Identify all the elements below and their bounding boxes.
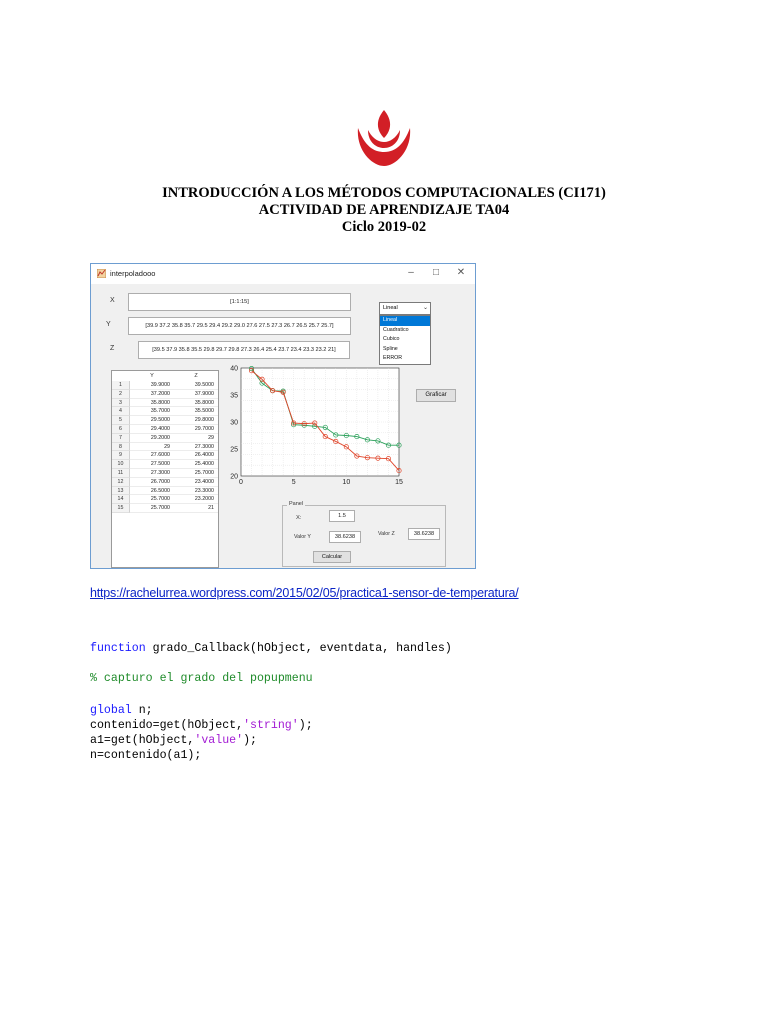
valor-z-output: 38.6238 (408, 528, 440, 540)
x-input[interactable]: [1:1:15] (128, 293, 351, 311)
cell-z[interactable]: 27.3000 (174, 443, 218, 452)
cell-y[interactable]: 25.7000 (130, 504, 174, 513)
keyword-global: global (90, 704, 132, 717)
app-window (90, 263, 476, 569)
x-tick-label: 15 (395, 479, 403, 486)
table-row (112, 504, 218, 513)
x-tick-label: 10 (342, 479, 351, 486)
cell-z[interactable]: 25.4000 (174, 460, 218, 469)
row-index: 11 (112, 469, 130, 478)
code-line-4 (90, 718, 313, 733)
cell-z[interactable]: 21 (174, 504, 218, 513)
function-signature: grado_Callback(hObject, eventdata, handles) (145, 642, 452, 655)
code-line-5 (90, 733, 257, 748)
x-tick-label: 5 (291, 479, 296, 486)
row-index: 1 (112, 381, 130, 390)
close-icon[interactable]: ✕ (456, 267, 466, 278)
x-tick-label: 0 (239, 479, 243, 486)
reference-link[interactable]: https://rachelurrea.wordpress.com/2015/02/05/practica1-sensor-de-temperatura/ (90, 586, 519, 600)
document-title-line2: ACTIVIDAD DE APRENDIZAJE TA04 (258, 202, 510, 218)
row-index: 2 (112, 390, 130, 399)
chevron-down-icon: ⌄ (422, 305, 428, 311)
row-index: 6 (112, 425, 130, 434)
row-index: 15 (112, 504, 130, 513)
row-index: 7 (112, 434, 130, 443)
global-var: n; (131, 704, 153, 717)
row-index: 12 (112, 478, 130, 487)
table-row (112, 478, 218, 487)
line-chart (221, 364, 421, 494)
cell-y[interactable]: 35.8000 (130, 399, 174, 408)
method-option-lineal[interactable]: Lineal (380, 316, 430, 326)
row-index: 14 (112, 495, 130, 504)
table-row (112, 416, 218, 425)
panel-x-input[interactable]: 1.5 (329, 510, 355, 522)
cell-z[interactable]: 26.4000 (174, 451, 218, 460)
cell-z[interactable]: 39.5000 (174, 381, 218, 390)
row-index: 10 (112, 460, 130, 469)
university-logo (352, 108, 416, 170)
table-row (112, 451, 218, 460)
table-header-y: Y (150, 373, 154, 379)
cell-y[interactable]: 35.7000 (130, 407, 174, 416)
maximize-icon[interactable]: □ (432, 267, 440, 278)
table-row (112, 460, 218, 469)
code-text: contenido=get(hObject, (90, 719, 244, 732)
cell-y[interactable]: 25.7000 (130, 495, 174, 504)
row-index: 13 (112, 487, 130, 496)
table-row (112, 399, 218, 408)
table-row (112, 425, 218, 434)
y-tick-label: 20 (230, 473, 238, 481)
cell-z[interactable]: 23.3000 (174, 487, 218, 496)
cell-y[interactable]: 29 (130, 443, 174, 452)
code-line-6: n=contenido(a1); (90, 749, 202, 762)
cell-y[interactable]: 26.7000 (130, 478, 174, 487)
minimize-icon[interactable]: – (408, 267, 414, 278)
row-index: 5 (112, 416, 130, 425)
cell-z[interactable]: 35.8000 (174, 399, 218, 408)
row-index: 4 (112, 407, 130, 416)
calcular-button[interactable]: Calcular (313, 551, 351, 563)
y-tick-label: 25 (230, 446, 238, 454)
valor-z-label: Valor Z (378, 531, 395, 537)
label-y: Y (106, 321, 111, 328)
method-dropdown[interactable] (379, 315, 431, 365)
panel-x-label: X: (296, 515, 302, 521)
cell-z[interactable]: 35.5000 (174, 407, 218, 416)
panel-title: Panel (289, 501, 304, 507)
label-x: X (110, 297, 115, 304)
row-index: 3 (112, 399, 130, 408)
method-option-cubico[interactable]: Cubico (383, 336, 400, 343)
graficar-button[interactable]: Graficar (416, 389, 456, 402)
method-option-cuadratico[interactable]: Cuadratico (383, 326, 409, 333)
table-row (112, 469, 218, 478)
cell-y[interactable]: 29.5000 (130, 416, 174, 425)
cell-z[interactable]: 29.8000 (174, 416, 218, 425)
table-header-z: Z (194, 373, 198, 379)
cell-y[interactable]: 27.5000 (130, 460, 174, 469)
calc-panel (282, 501, 446, 567)
matlab-figure-icon (97, 269, 106, 278)
method-option-spline[interactable]: Spline (383, 345, 398, 352)
row-index: 8 (112, 443, 130, 452)
cell-z[interactable]: 25.7000 (174, 469, 218, 478)
cell-z[interactable]: 37.9000 (174, 390, 218, 399)
valor-y-label: Valor Y (294, 534, 311, 540)
document-title-line3: Ciclo 2019-02 (341, 219, 427, 235)
table-row (112, 381, 218, 390)
data-table[interactable] (111, 370, 219, 568)
table-row (112, 495, 218, 504)
table-row (112, 434, 218, 443)
table-row (112, 443, 218, 452)
cell-y[interactable]: 27.6000 (130, 451, 174, 460)
cell-z[interactable]: 23.4000 (174, 478, 218, 487)
y-tick-label: 35 (230, 392, 238, 400)
cell-z[interactable]: 29 (174, 434, 218, 443)
code-line-3 (90, 703, 153, 718)
cell-y[interactable]: 37.2000 (130, 390, 174, 399)
cell-y[interactable]: 29.4000 (130, 425, 174, 434)
valor-y-output: 38.6238 (329, 531, 361, 543)
method-select[interactable] (379, 302, 431, 315)
table-row (112, 487, 218, 496)
cell-y[interactable]: 39.9000 (130, 381, 174, 390)
label-z: Z (110, 345, 115, 352)
code-text: ); (298, 719, 313, 732)
title-bar (91, 264, 475, 284)
y-tick-label: 40 (230, 365, 238, 373)
z-input[interactable]: [39.5 37.9 35.8 35.5 29.8 29.7 29.8 27.3 26.4 25.4 23.7 23.4 23.3 23.2 21] (138, 341, 350, 359)
cell-y[interactable]: 29.2000 (130, 434, 174, 443)
code-text: a1=get(hObject, (90, 734, 195, 747)
row-index: 9 (112, 451, 130, 460)
window-title: interpoladooo (110, 269, 156, 278)
y-tick-label: 30 (230, 419, 238, 427)
method-option-error[interactable]: ERROR (383, 355, 403, 362)
cell-z[interactable]: 29.7000 (174, 425, 218, 434)
document-title-line1: INTRODUCCIÓN A LOS MÉTODOS COMPUTACIONALES (CI171) (162, 185, 606, 201)
code-string: 'value' (194, 734, 244, 747)
y-input[interactable]: [39.9 37.2 35.8 35.7 29.5 29.4 29.2 29.0 27.6 27.5 27.3 26.7 26.5 25.7 25.7] (128, 317, 351, 335)
code-line-1 (90, 641, 452, 656)
method-selected: Lineal (383, 305, 398, 311)
cell-y[interactable]: 26.5000 (130, 487, 174, 496)
table-row (112, 407, 218, 416)
table-row (112, 390, 218, 399)
code-comment: % capturo el grado del popupmenu (90, 672, 313, 685)
code-string: 'string' (243, 719, 299, 732)
cell-y[interactable]: 27.3000 (130, 469, 174, 478)
cell-z[interactable]: 23.2000 (174, 495, 218, 504)
code-text: ); (243, 734, 257, 747)
keyword-function: function (90, 642, 146, 655)
